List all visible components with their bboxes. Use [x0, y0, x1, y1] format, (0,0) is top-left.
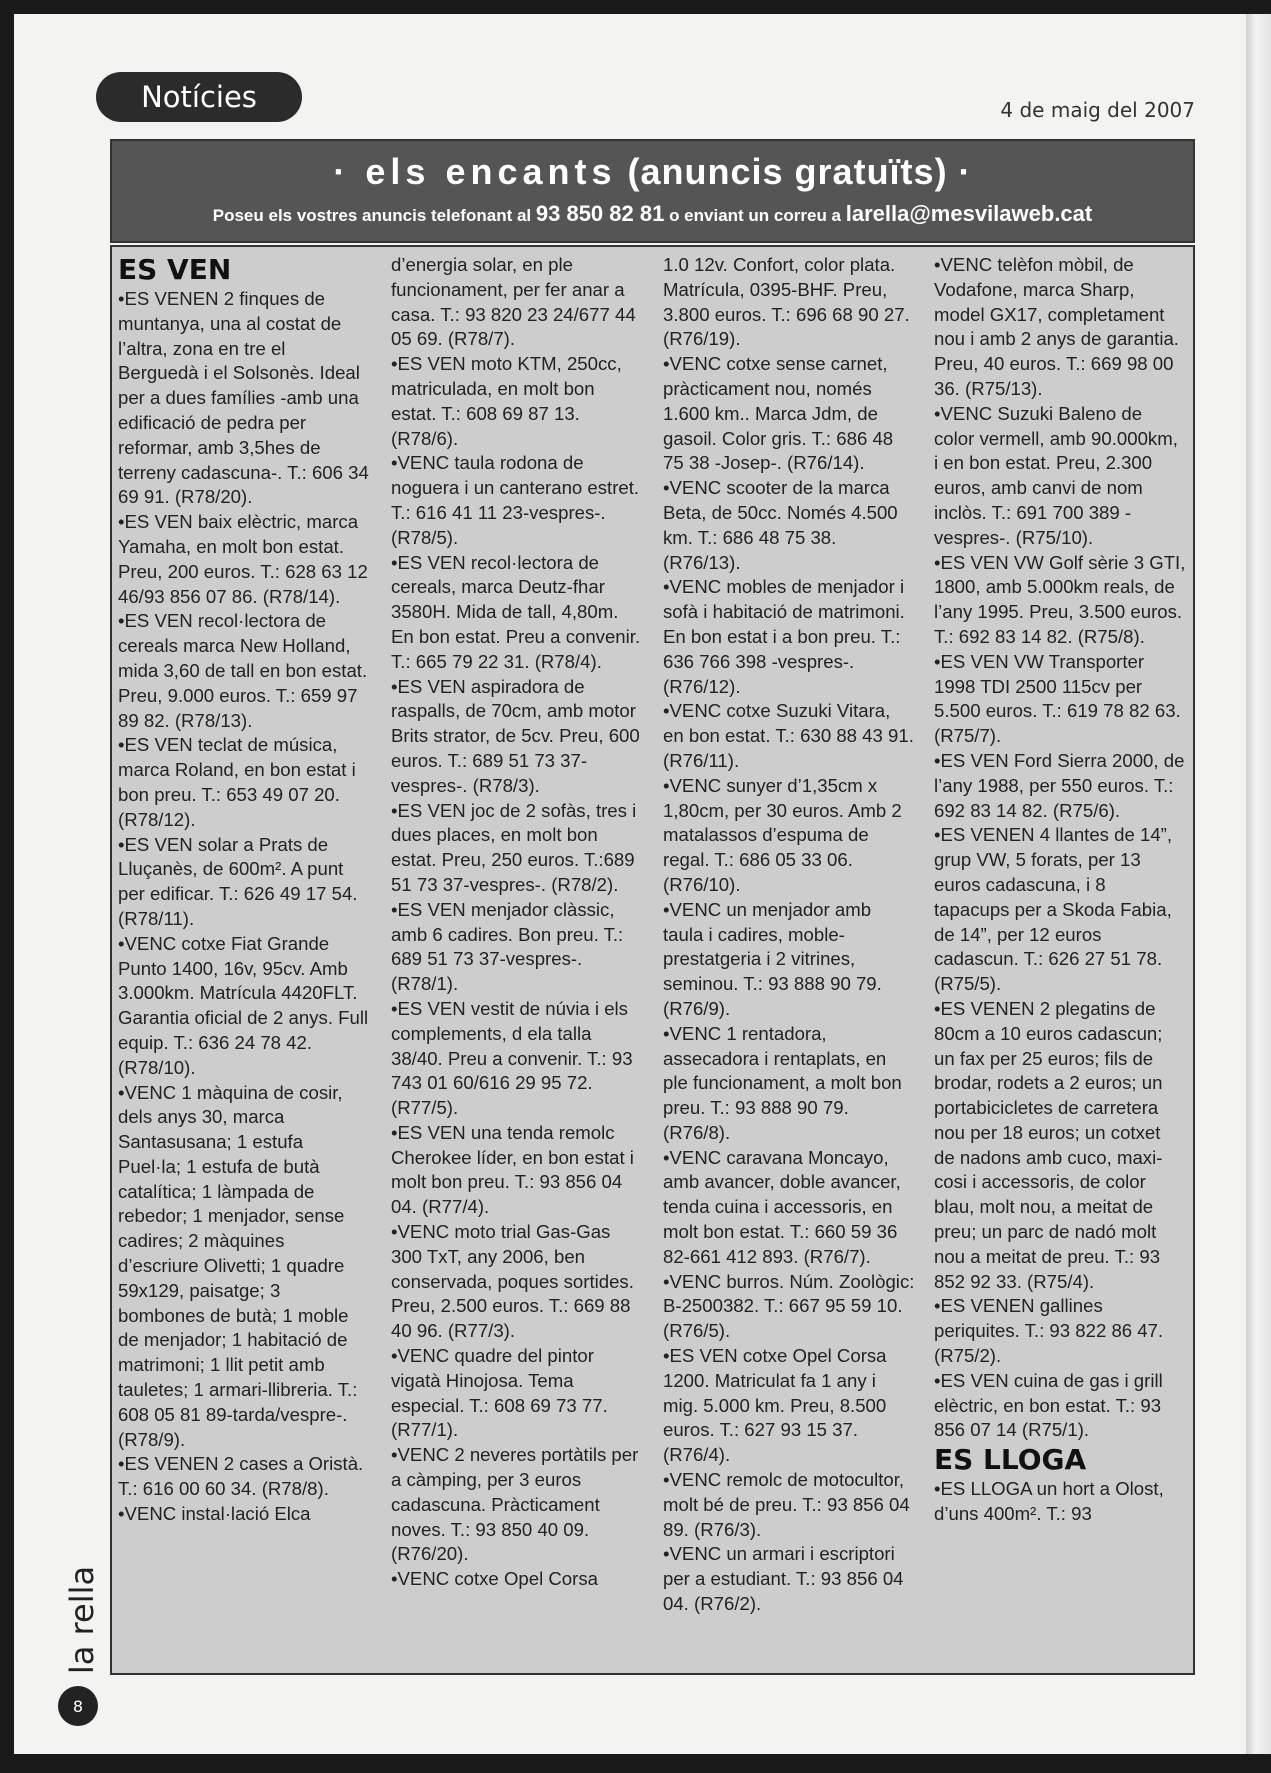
classified-ad: •ES VEN VW Transporter 1998 TDI 2500 115cv per 5.500 euros. T.: 619 78 82 63. (R75/7). — [934, 650, 1181, 747]
classified-ad: •VENC Suzuki Baleno de color vermell, amb 90.000km, i en bon estat. Preu, 2.300 euros, amb canvi de nom inclòs. T.: 691 700 389 -vespres-. (R75/10). — [934, 402, 1178, 548]
classified-ad: •ES VENEN 2 finques de muntanya, una al costat de l’altra, zona en tre el Berguedà i el Solsonès. Ideal per a dues famílies -amb una edificació de pedra per reformar, amb 3,5hes de terreny cadascuna-. T.: 606 34 69 91. (R78/20). — [118, 288, 369, 508]
classified-ad: •ES VENEN 2 cases a Oristà. T.: 616 00 60 34. (R78/8). — [118, 1453, 364, 1500]
ads-column-3 — [663, 253, 915, 1617]
banner-title-prefix: · els encants — [333, 151, 617, 192]
banner-phone: 93 850 82 81 — [535, 201, 665, 226]
classified-ad: •ES VEN recol·lectora de cereals marca New Holland, mida 3,60 de tall en bon estat. Preu, 9.000 euros. T.: 659 97 89 82. (R78/13). — [118, 610, 368, 731]
classified-ad: •VENC cotxe Fiat Grande Punto 1400, 16v, 95cv. Amb 3.000km. Matrícula 4420FLT. Garantia oficial de 2 anys. Full equip. T.: 636 24 78 42. (R78/10). — [118, 932, 369, 1078]
ads-column-4 — [934, 253, 1186, 1527]
classified-ad: •VENC 1 màquina de cosir, dels anys 30, marca Santasusana; 1 estufa Puel·la; 1 estufa de butà catalítica; 1 làmpada de rebedor; 1 menjador, sense cadires; 2 màquines d’escriure Olivetti; 1 quadre 59x129, paisatge; 3 bombones de butà; 1 moble de menjador; 1 habitació de matrimoni; 1 llit petit amb tauletes; 1 armari-llibreria. T.: 608 05 81 89-tarda/vespre-. (R78/9). — [118, 1081, 358, 1450]
section-heading: ES LLOGA — [934, 1443, 1087, 1477]
classified-ad: •VENC remolc de motocultor, molt bé de preu. T.: 93 856 04 89. (R76/3). — [663, 1469, 910, 1540]
classified-ad: •ES VEN VW Golf sèrie 3 GTI, 1800, amb 5.000km reals, de l’any 1995. Preu, 3.500 euros. T.: 692 83 14 82. (R75/8). — [934, 551, 1186, 647]
classified-ad: •ES VEN menjador clàssic, amb 6 cadires. Bon preu. T.: 689 51 73 37-vespres-. (R78/1). — [391, 898, 624, 995]
classified-ad: d’energia solar, en ple funcionament, per fer anar a casa. T.: 93 820 23 24/677 44 05 69. (R78/7). — [391, 254, 636, 350]
classified-ad: •VENC caravana Moncayo, amb avancer, doble avancer, tenda cuina i accessoris, en molt bon estat. T.: 660 59 36 82-661 412 893. (R76/7). — [663, 1146, 901, 1267]
classified-ad: •VENC scooter de la marca Beta, de 50cc. Només 4.500 km. T.: 686 48 75 38. (R76/13). — [663, 477, 898, 573]
banner-title — [112, 151, 1193, 193]
classified-ad: •VENC un armari i escriptori per a estudiant. T.: 93 856 04 04. (R76/2). — [663, 1543, 904, 1615]
classified-ad: •VENC mobles de menjador i sofà i habitació de matrimoni. En bon estat i a bon preu. T.: 636 766 398 -vespres-. (R76/12). — [663, 576, 905, 697]
classified-ad: •VENC telèfon mòbil, de Vodafone, marca Sharp, model GX17, completament nou i amb 2 anys de garantia. Preu, 40 euros. T.: 669 98 00 36. (R75/13). — [934, 254, 1179, 399]
classified-ad: •VENC un menjador amb taula i cadires, moble-prestatgeria i 2 vitrines, seminou. T.: 93 888 90 79. (R76/9). — [663, 898, 882, 1019]
classified-ad: •VENC cotxe Opel Corsa — [391, 1568, 598, 1590]
classified-ad: •ES VEN una tenda remolc Cherokee líder, en bon estat i molt bon preu. T.: 93 856 04 04. (R77/4). — [391, 1121, 634, 1218]
classified-ad: •VENC 2 neveres portàtils per a càmping, per 3 euros cadascuna. Pràcticament noves. T.: 93 850 40 09. (R76/20). — [391, 1444, 639, 1565]
ads-column-1 — [118, 253, 370, 1527]
banner-sub-text-2: o enviant un correu a — [669, 206, 842, 225]
classified-ad: •ES VENEN 4 llantes de 14”, grup VW, 5 forats, per 13 euros cadascuna, i 8 tapacups per a Skoda Fabia, de 14”, per 12 euros cadascun. T.: 626 27 51 78. (R75/5). — [934, 824, 1173, 995]
classified-ad: •ES VEN aspiradora de raspalls, de 70cm, amb motor Brits strator, de 5cv. Preu, 600 euros. T.: 689 51 73 37-vespres-. (R78/3). — [391, 675, 640, 796]
classified-ad: •VENC sunyer d’1,35cm x 1,80cm, per 30 euros. Amb 2 matalassos d’espuma de regal. T.: 686 05 33 06. (R76/10). — [663, 774, 902, 895]
classified-ad: •ES VEN vestit de núvia i els complements, d ela talla 38/40. Preu a convenir. T.: 93 743 01 60/616 29 95 72. (R77/5). — [391, 997, 633, 1119]
classified-ad: •VENC quadre del pintor vigatà Hinojosa. Tema especial. T.: 608 69 73 77. (R77/1). — [391, 1345, 608, 1441]
banner-email: larella@mesvilaweb.cat — [845, 201, 1093, 226]
classified-ad: •ES VEN Ford Sierra 2000, de l’any 1988, per 550 euros. T.: 692 83 14 82. (R75/6). — [934, 749, 1185, 821]
publication-brand — [52, 1560, 112, 1680]
banner-subtitle — [112, 201, 1193, 227]
banner-title-suffix: (anuncis gratuïts) · — [627, 151, 972, 192]
classified-ad: •ES LLOGA un hort a Olost, d’uns 400m². T.: 93 — [934, 1478, 1164, 1525]
classified-ad: 1.0 12v. Confort, color plata. Matrícula, 0395-BHF. Preu, 3.800 euros. T.: 696 68 90 27. (R76/19). — [663, 254, 910, 350]
classified-ad: •ES VENEN 2 plegatins de 80cm a 10 euros cadascun; un fax per 25 euros; fils de brodar, rodets a 2 euros; un portabicicletes de carretera nou per 18 euros; un cotxet de nadons amb cuco, maxi-cosi i accessoris, de color blau, molt nou, a meitat de preu; un parc de nadó molt nou a meitat de preu. T.: 93 852 92 33. (R75/4). — [934, 997, 1163, 1292]
classified-ad: •ES VEN solar a Prats de Lluçanès, de 600m². A punt per edificar. T.: 626 49 17 54. (R78/11). — [118, 833, 358, 929]
classified-ad: •VENC moto trial Gas-Gas 300 TxT, any 2006, ben conservada, poques sortides. Preu, 2.500 euros. T.: 669 88 40 96. (R77/3). — [391, 1221, 634, 1342]
classified-ad: •VENC cotxe sense carnet, pràcticament nou, només 1.600 km.. Marca Jdm, de gasoil. Color gris. T.: 686 48 75 38 -Josep-. (R76/14). — [663, 353, 894, 474]
classified-ad: •ES VEN cuina de gas i grill elèctric, en bon estat. T.: 93 856 07 14 (R75/1). — [934, 1369, 1163, 1441]
ads-column-2 — [391, 253, 643, 1592]
classified-ad: •VENC taula rodona de noguera i un canterano estret. T.: 616 41 11 23-vespres-. (R78/5). — [391, 452, 640, 548]
classified-ad: •VENC burros. Núm. Zoològic: B-2500382. T.: 667 95 59 10. (R76/5). — [663, 1270, 915, 1342]
classified-ad: •VENC instal·lació Elca — [118, 1503, 311, 1525]
classified-ad: •ES VEN cotxe Opel Corsa 1200. Matriculat fa 1 any i mig. 5.000 km. Preu, 8.500 euros. T.: 627 93 15 37. (R76/4). — [663, 1345, 887, 1466]
banner-sub-text-1: Poseu els vostres anuncis telefonant al — [212, 206, 532, 225]
classified-ad: •VENC cotxe Suzuki Vitara, en bon estat. T.: 630 88 43 91. (R76/11). — [663, 700, 914, 771]
section-heading: ES VEN — [118, 253, 232, 286]
brand-text: la rella — [63, 1565, 101, 1675]
classifieds-banner — [110, 139, 1195, 243]
classified-ad: •ES VENEN gallines periquites. T.: 93 822 86 47. (R75/2). — [934, 1295, 1164, 1367]
classified-ad: •ES VEN moto KTM, 250cc, matriculada, en molt bon estat. T.: 608 69 87 13. (R78/6). — [391, 353, 622, 449]
classified-ad: •ES VEN joc de 2 sofàs, tres i dues places, en molt bon estat. Preu, 250 euros. T.:689 51 73 37-vespres-. (R78/2). — [391, 799, 637, 895]
classified-ad: •ES VEN recol·lectora de cereals, marca Deutz-fhar 3580H. Mida de tall, 4,80m. En bon estat. Preu a convenir. T.: 665 79 22 31. (R78/4). — [391, 551, 641, 672]
classified-ad: •ES VEN teclat de música, marca Roland, en bon estat i bon preu. T.: 653 49 07 20. (R78/12). — [118, 734, 356, 830]
classified-ad: •VENC 1 rentadora, assecadora i rentaplats, en ple funcionament, a molt bon preu. T.: 93 888 90 79. (R76/8). — [663, 1022, 902, 1143]
issue-date: 4 de maig del 2007 — [1000, 98, 1195, 122]
section-tab: Notícies — [96, 72, 302, 122]
classified-ads-box — [110, 245, 1195, 1675]
page-spine — [1246, 14, 1271, 1754]
page-number: 8 — [58, 1686, 98, 1726]
classified-ad: •ES VEN baix elèctric, marca Yamaha, en molt bon estat. Preu, 200 euros. T.: 628 63 12 46/93 856 07 86. (R78/14). — [118, 511, 368, 607]
